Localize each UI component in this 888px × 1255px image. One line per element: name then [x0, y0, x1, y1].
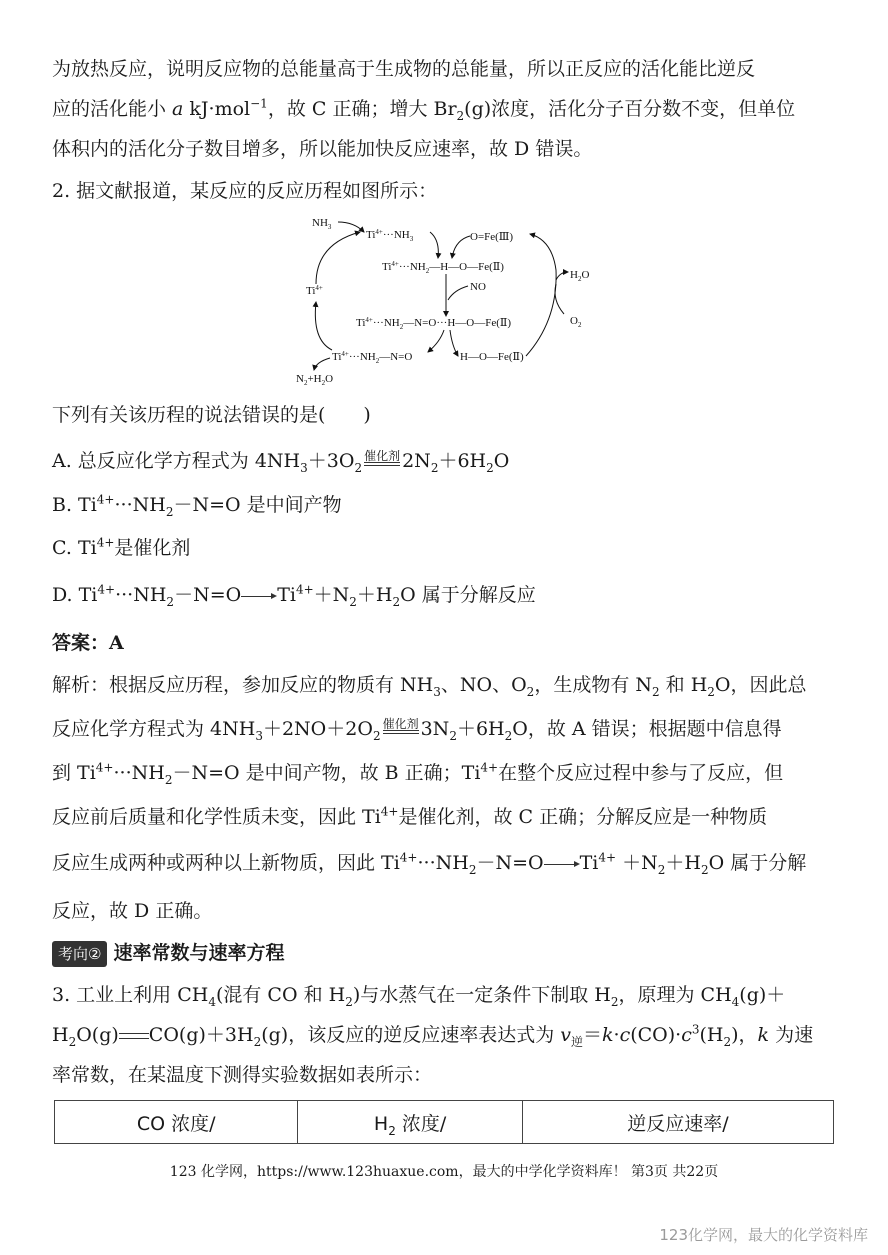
option-a: A. 总反应化学方程式为 $4NH_3+3O_2$ 催化剂 $2N_2+6H_2O$	[52, 449, 510, 475]
q2-question: 下列有关该历程的说法错误的是( )	[52, 404, 371, 426]
header-reverse-rate: 逆反应速率/	[522, 1101, 833, 1144]
explanation-line-4: 反应前后质量和化学性质未变，因此 $Ti^{4+}$是催化剂，故 C 正确；分解反应是一种物质	[52, 804, 768, 828]
label-intermediate-3: $Ti^{4+}\cdot\cdot\cdot NH_2—N=O$	[332, 350, 413, 365]
label-nh3: $NH_3$	[312, 217, 332, 231]
watermark: 123化学网，最大的化学资料库	[659, 1226, 868, 1244]
label-o2: $O_2$	[570, 315, 582, 329]
reaction-mechanism-diagram	[290, 210, 620, 388]
label-intermediate-2: $Ti^{4+}\cdot\cdot\cdot NH_2—N=O\cdot\cdot\cdot H—O—Fe(Ⅱ)$	[356, 316, 512, 331]
q3-line-3: 率常数，在某温度下测得实验数据如表所示：	[52, 1064, 433, 1086]
page-footer: 123 化学网，https://www.123huaxue.com，最大的中学化学资料库！ 第3页 共22页	[169, 1164, 719, 1180]
option-d: D. $Ti^{4+}\cdot\cdot\cdot NH_2-N=O$ $Ti^{4+}+N_2+H_2O$ 属于分解反应	[52, 582, 536, 609]
rate-data-table	[54, 1100, 834, 1144]
reaction-arrow-2	[544, 859, 580, 869]
prev-para-line-2: 应的活化能小 a kJ·mol$^{-1}$，故 C 正确；增大 $Br_2(g)$浓度，活化分子百分数不变，但单位	[52, 96, 796, 123]
section-heading	[52, 940, 284, 967]
explanation-line-6: 反应，故 D 正确。	[52, 900, 213, 922]
q3-line-1: 3. 工业上利用 $CH_4$(混有 CO 和 $H_2$)与水蒸气在一定条件下制取 $H_2$，原理为 $CH_4(g)+$	[52, 984, 786, 1009]
catalyst-arrow: 催化剂	[362, 450, 402, 474]
explanation-line-1: 解析：根据反应历程，参加反应的物质有 $NH_3$、NO、$O_2$，生成物有 $N_2$ 和 $H_2O$，因此总	[52, 674, 807, 699]
explanation-line-2: 反应化学方程式为 $4NH_3+2NO+2O_2$ 催化剂 $3N_2+6H_2O$，故 A 错误；根据题中信息得	[52, 717, 782, 743]
reaction-arrow	[241, 591, 277, 601]
header-h2-concentration: $H_2$ 浓度/	[298, 1101, 523, 1144]
option-b: B. $Ti^{4+}\cdot\cdot\cdot NH_2-N=O$ 是中间产物	[52, 492, 342, 519]
label-h-o-fe-ii: H—O—Fe(Ⅱ)	[460, 351, 524, 363]
section-title: 速率常数与速率方程	[113, 942, 285, 964]
label-o-fe-iii: O=Fe(Ⅲ)	[470, 231, 514, 243]
explanation-line-5: 反应生成两种或两种以上新物质，因此 $Ti^{4+}\cdot\cdot\cdot NH_2-N=O$ $Ti^{4+} +N_2+H_2O$ 属于分解	[52, 850, 807, 877]
explanation-line-3: 到 $Ti^{4+}\cdot\cdot\cdot NH_2-N=O$ 是中间产物，故 B 正确；$Ti^{4+}$在整个反应过程中参与了反应，但	[52, 760, 784, 787]
label-ti: $Ti^{4+}$	[306, 284, 323, 297]
header-co-concentration: CO 浓度/	[55, 1101, 298, 1144]
label-products: $N_2+H_2O$	[296, 373, 334, 387]
answer-line: 答案：A	[52, 632, 124, 654]
table-header-row	[55, 1101, 834, 1144]
option-c: C. $Ti^{4+}$是催化剂	[52, 535, 191, 559]
label-ti-nh3: $Ti^{4+}\cdot\cdot\cdot NH_3$	[366, 228, 414, 243]
prev-para-line-3: 体积内的活化分子数目增多，所以能加快反应速率，故 D 错误。	[52, 138, 593, 160]
label-h2o-right: $H_2O$	[570, 269, 590, 283]
catalyst-arrow-2: 催化剂	[381, 718, 421, 742]
q3-line-2: $H_2O(g)$ $CO(g)+3H_2(g)$，该反应的逆反应速率表达式为 $v_逆=k\cdot c(CO)\cdot c^3(H_2)$，k 为速	[52, 1022, 814, 1049]
label-intermediate-1: $Ti^{4+}\cdot\cdot\cdot NH_2—H—O—Fe(Ⅱ)$	[382, 260, 504, 275]
q2-stem: 2. 据文献报道，某反应的反应历程如图所示：	[52, 180, 438, 202]
section-badge: 考向②	[52, 941, 107, 967]
prev-para-line-1: 为放热反应，说明反应物的总能量高于生成物的总能量，所以正反应的活化能比逆反	[52, 58, 756, 80]
label-no: NO	[470, 281, 486, 293]
equilibrium-arrow	[119, 1031, 149, 1041]
